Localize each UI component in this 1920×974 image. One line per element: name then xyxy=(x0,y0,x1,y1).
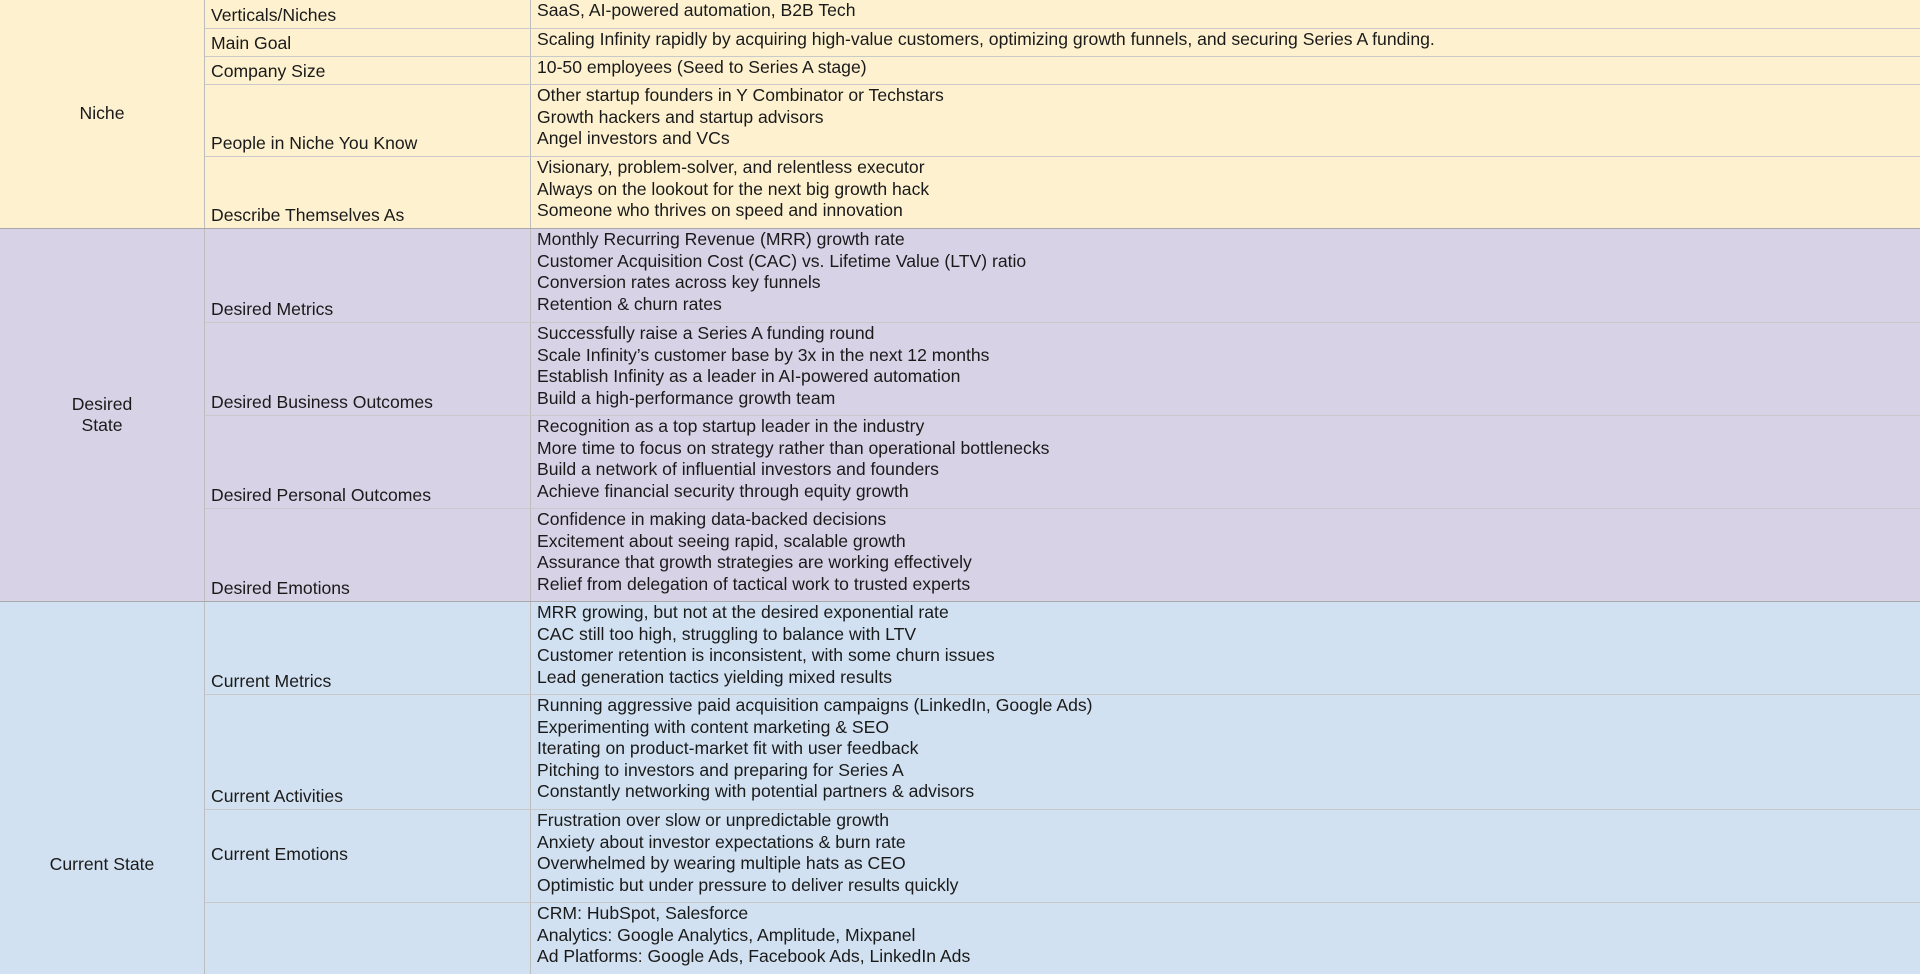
field-cell[interactable]: Desired Personal Outcomes xyxy=(205,416,531,508)
value-line: Visionary, problem-solver, and relentless executor xyxy=(537,157,925,177)
field-cell[interactable] xyxy=(205,903,531,974)
field-cell[interactable]: Current Activities xyxy=(205,695,531,809)
table-row xyxy=(205,416,1920,509)
value-line: CAC still too high, struggling to balance with LTV xyxy=(537,623,917,644)
table-row xyxy=(205,810,1920,903)
value-cell[interactable] xyxy=(531,85,1920,156)
section-niche xyxy=(0,0,1920,229)
field-cell[interactable]: Desired Business Outcomes xyxy=(205,323,531,415)
value-line: SaaS, AI-powered automation, B2B Tech xyxy=(537,0,856,20)
field-cell[interactable]: People in Niche You Know xyxy=(205,85,531,156)
value-line: Monthly Recurring Revenue (MRR) growth rate xyxy=(537,229,905,249)
value-line: Growth hackers and startup advisors xyxy=(537,106,824,127)
value-cell[interactable] xyxy=(531,323,1920,415)
value-line: More time to focus on strategy rather than operational bottlenecks xyxy=(537,437,1050,458)
value-cell[interactable] xyxy=(531,509,1920,601)
value-cell[interactable] xyxy=(531,602,1920,694)
value-line: Build a high-performance growth team xyxy=(537,387,836,408)
field-cell[interactable]: Desired Emotions xyxy=(205,509,531,601)
value-line: Successfully raise a Series A funding round xyxy=(537,323,875,343)
field-cell[interactable]: Company Size xyxy=(205,57,531,84)
value-line: Build a network of influential investors and founders xyxy=(537,459,939,479)
value-line: Optimistic but under pressure to deliver results quickly xyxy=(537,874,959,895)
value-line: Customer Acquisition Cost (CAC) vs. Lifetime Value (LTV) ratio xyxy=(537,250,1027,271)
value-line: Pitching to investors and preparing for Series A xyxy=(537,759,904,780)
section-label[interactable]: Current State xyxy=(0,602,205,974)
value-line: Experimenting with content marketing & SEO xyxy=(537,716,890,737)
value-line: Someone who thrives on speed and innovation xyxy=(537,200,903,220)
value-line: Running aggressive paid acquisition campaigns (LinkedIn, Google Ads) xyxy=(537,695,1093,715)
table-row xyxy=(205,85,1920,157)
field-cell[interactable]: Desired Metrics xyxy=(205,229,531,322)
value-line: Confidence in making data-backed decisions xyxy=(537,509,887,529)
value-cell[interactable] xyxy=(531,416,1920,508)
value-line: Relief from delegation of tactical work to trusted experts xyxy=(537,573,971,594)
table-row xyxy=(205,602,1920,695)
section-rows xyxy=(205,602,1920,974)
field-cell[interactable]: Verticals/Niches xyxy=(205,0,531,28)
field-cell[interactable]: Current Emotions xyxy=(205,810,531,902)
value-line: Analytics: Google Analytics, Amplitude, Mixpanel xyxy=(537,924,916,945)
section-desired-state xyxy=(0,229,1920,602)
value-cell[interactable] xyxy=(531,57,1920,84)
value-line: Constantly networking with potential partners & advisors xyxy=(537,781,975,801)
value-line: Iterating on product-market fit with user feedback xyxy=(537,738,919,758)
table-row xyxy=(205,229,1920,323)
section-current-state xyxy=(0,602,1920,974)
value-line: Overwhelmed by wearing multiple hats as CEO xyxy=(537,853,906,873)
section-label[interactable]: Desired State xyxy=(0,229,205,601)
value-line: Customer retention is inconsistent, with some churn issues xyxy=(537,645,995,665)
value-line: 10-50 employees (Seed to Series A stage) xyxy=(537,57,867,77)
value-line: Angel investors and VCs xyxy=(537,128,730,148)
value-line: MRR growing, but not at the desired exponential rate xyxy=(537,602,949,622)
field-cell[interactable]: Main Goal xyxy=(205,29,531,56)
table-row xyxy=(205,903,1920,974)
section-label[interactable]: Niche xyxy=(0,0,205,228)
value-line: Recognition as a top startup leader in the industry xyxy=(537,416,925,436)
table-row xyxy=(205,157,1920,228)
section-rows xyxy=(205,0,1920,228)
section-rows xyxy=(205,229,1920,601)
value-line: Scaling Infinity rapidly by acquiring high-value customers, optimizing growth funnels, and securing Series A funding. xyxy=(537,29,1435,49)
table-row xyxy=(205,323,1920,416)
table-row xyxy=(205,0,1920,29)
value-line: Assurance that growth strategies are working effectively xyxy=(537,552,972,572)
value-cell[interactable] xyxy=(531,903,1920,974)
value-line: Other startup founders in Y Combinator or Techstars xyxy=(537,85,944,105)
value-line: Always on the lookout for the next big growth hack xyxy=(537,178,930,199)
value-line: Excitement about seeing rapid, scalable growth xyxy=(537,530,906,551)
value-cell[interactable] xyxy=(531,810,1920,902)
field-cell[interactable]: Describe Themselves As xyxy=(205,157,531,228)
value-line: Frustration over slow or unpredictable growth xyxy=(537,810,890,830)
value-cell[interactable] xyxy=(531,29,1920,56)
value-line: Retention & churn rates xyxy=(537,293,722,314)
value-line: Achieve financial security through equity growth xyxy=(537,480,909,501)
value-cell[interactable] xyxy=(531,229,1920,322)
value-line: Scale Infinity’s customer base by 3x in the next 12 months xyxy=(537,344,990,365)
value-cell[interactable] xyxy=(531,0,1920,28)
table-row xyxy=(205,29,1920,57)
table-row xyxy=(205,695,1920,810)
table-row xyxy=(205,509,1920,601)
value-line: Lead generation tactics yielding mixed results xyxy=(537,666,893,687)
value-cell[interactable] xyxy=(531,157,1920,228)
value-line: Ad Platforms: Google Ads, Facebook Ads, LinkedIn Ads xyxy=(537,946,971,966)
value-line: Establish Infinity as a leader in AI-powered automation xyxy=(537,366,961,386)
value-line: Conversion rates across key funnels xyxy=(537,272,821,292)
table-row xyxy=(205,57,1920,85)
value-line: CRM: HubSpot, Salesforce xyxy=(537,903,749,923)
field-cell[interactable]: Current Metrics xyxy=(205,602,531,694)
value-line: Anxiety about investor expectations & burn rate xyxy=(537,831,906,852)
value-cell[interactable] xyxy=(531,695,1920,809)
